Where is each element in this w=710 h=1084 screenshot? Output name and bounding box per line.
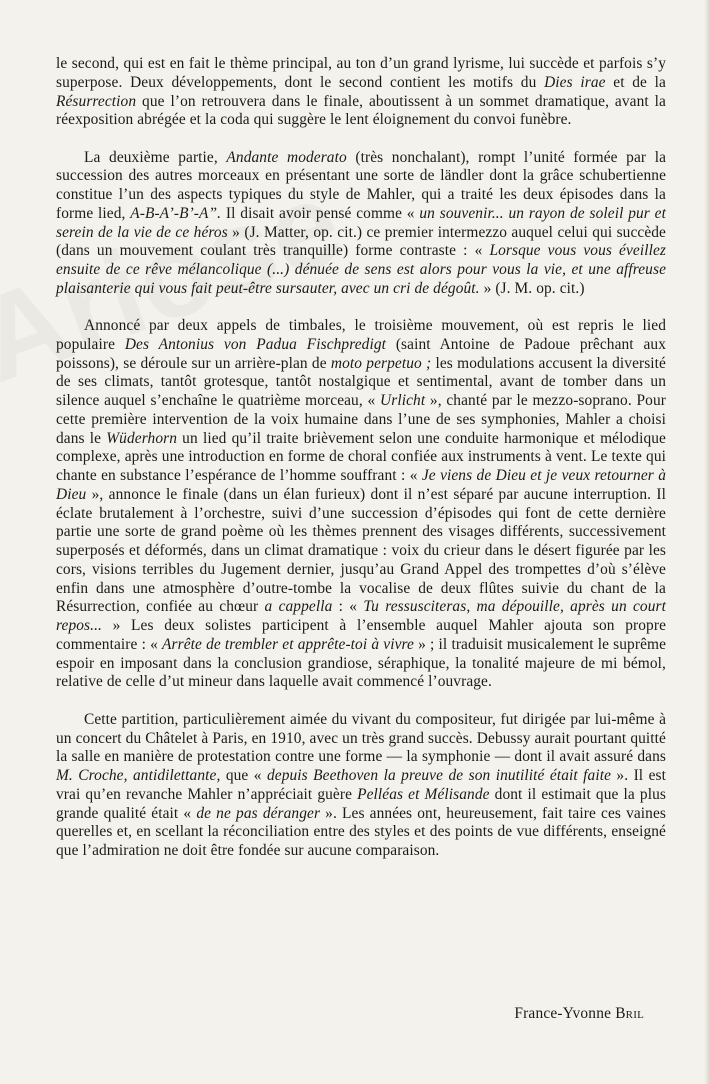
text-run: que « <box>220 767 267 785</box>
italic-run: Tu ressusciteras, ma dépouille, après un court repos... <box>56 598 666 635</box>
text-run: les modulations accusent la diversité de ses climats, tantôt grotesque, tantôt nostalgique et sentimental, avant de tomber dans un silence auquel s’enchaîne le quatrième morceau, « <box>56 354 666 410</box>
italic-run: a cappella <box>264 598 333 616</box>
italic-run: Wüderhorn <box>106 429 177 447</box>
paragraph-3 <box>56 317 666 692</box>
italic-run: M. Croche, antidilettante, <box>56 767 221 785</box>
italic-run: A-B-A’-B’-A”. <box>130 204 222 222</box>
text-run: un lied qu’il traite brièvement selon une conduite harmonique et mélodique complexe, après une introduction en forme de choral confiée aux instruments à vent. Le texte qui chante en substance l’espérance de l’homme souffrant : « <box>56 429 666 485</box>
italic-run: de ne pas déranger <box>196 804 321 822</box>
italic-run: Pelléas et Mélisande <box>357 785 490 803</box>
italic-run: Dies irae <box>544 73 606 91</box>
paragraph-4 <box>56 711 666 861</box>
text-run: » ; il traduisit musicalement le suprême espoir en imposant dans la conclusion grandiose, séraphique, la tonalité majeure de mi bémol, relative de celle d’ut mineur dans laquelle avait commencé l’ouvrage. <box>56 635 667 691</box>
italic-run: Des Antonius von Padua Fischpredigt <box>124 335 387 353</box>
text-run: » Les deux solistes participent à l’ensemble auquel Mahler ajouta son propre commentaire : « <box>56 617 666 653</box>
text-run: ». Il est vrai qu’en revanche Mahler n’appréciait guère <box>56 767 666 803</box>
paragraph-1 <box>56 55 666 130</box>
text-run: », chanté par le mezzo-soprano. Pour cette première intervention de la voix humaine dans l’une de ses symphonies, Mahler a choisi dans le <box>56 392 666 447</box>
text-run: : « <box>332 598 364 616</box>
text-run: La deuxième partie, <box>84 148 227 166</box>
text-run: (très nonchalant), rompt l’unité formée par la succession des autres morceaux en présentant une sorte de ländler dont la grâce schubertienne constitue l’un des aspects typiques du style de Mahler, qui a traité les deux épisodes dans la forme lied, <box>56 148 666 222</box>
italic-run: Lorsque vous vous éveillez ensuite de ce rêve mélancolique (...) dénuée de sens est alors pour vous la vie, et une affreuse plaisanterie qui vous fait peut-être sursauter, avec un cri de dégoût. <box>56 242 666 297</box>
italic-run: Je viens de Dieu et je veux retourner à Dieu <box>56 467 666 503</box>
italic-run: Andante moderato <box>226 148 347 166</box>
italic-run: depuis Beethoven la preuve de son inutilité était faite <box>266 767 612 785</box>
text-run: ». Les années ont, heureusement, fait taire ces vaines querelles et, en scellant la réconciliation entre des styles et des points de vue différents, enseigné que l’admiration ne doit être fondée sur aucune comparaison. <box>56 804 666 860</box>
text-run: que l’on retrouvera dans le finale, aboutissent à un sommet dramatique, avant la réexposition abrégée et la coda qui suggère le lent éloignement du convoi funèbre. <box>56 92 666 129</box>
text-run: et de la <box>605 73 666 91</box>
page-edge <box>704 0 710 1084</box>
text-run: » (J. M. op. cit.) <box>479 279 585 297</box>
italic-run: Urlicht <box>380 392 426 410</box>
text-run: le second, qui est en fait le thème principal, au ton d’un grand lyrisme, lui succède et parfois s’y superpose. Deux développements, dont le second contient les motifs du <box>56 55 666 91</box>
italic-run: Résurrection <box>56 92 137 110</box>
author-signature <box>514 1005 644 1023</box>
text-run: Cette partition, particulièrement aimée du vivant du compositeur, fut dirigée par lui-même à un concert du Châtelet à Paris, en 1910, avec un très grand succès. Debussy aurait pourtant quitté la salle en manière de protestation contre une forme — la symphonie — dont il avait assuré dans <box>56 710 666 766</box>
author-first-name: France-Yvonne <box>514 1005 612 1022</box>
body-text <box>56 55 666 879</box>
author-last-name: Bril <box>615 1005 644 1022</box>
text-run: » (J. Matter, op. cit.) ce premier intermezzo auquel celui qui succède (dans un mouvement coulant très tranquille) forme contraste : « <box>56 223 666 260</box>
text-run: Il disait avoir pensé comme « <box>221 204 420 222</box>
text-run: dont il estimait que la plus grande qualité était « <box>56 785 666 822</box>
text-run: », annonce le finale (dans un élan furieux) dont il n’est séparé par aucune interruption. Il éclate brutalement à l’orchestre, suivi d’une succession d’épisodes qui font de cette dernière partie une sorte de grand poème où les thèmes prennent des visages différents, successivement superposés et déformés, dans un climat dramatique : voix du crieur dans le désert figurée par les cors, visions terribles du Jugement dernier, jusqu’au Grand Appel des trompettes d’où s’élève enfin dans une atmosphère d’outre-tombe la vocalise de deux flûtes suivie du chant de la Résurrection, confiée au chœur <box>56 485 666 616</box>
italic-run: Arrête de trembler et apprête-toi à vivre <box>162 635 414 653</box>
paragraph-2 <box>56 149 666 299</box>
text-run: Annoncé par deux appels de timbales, le troisième mouvement, où est repris le lied populaire <box>56 317 666 353</box>
italic-run: un souvenir... un rayon de soleil pur et serein de la vie de ce héros <box>56 204 666 241</box>
text-run: (saint Antoine de Padoue prêchant aux poissons), se déroule sur un arrière-plan de <box>56 335 666 372</box>
italic-run: moto perpetuo ; <box>330 354 432 372</box>
